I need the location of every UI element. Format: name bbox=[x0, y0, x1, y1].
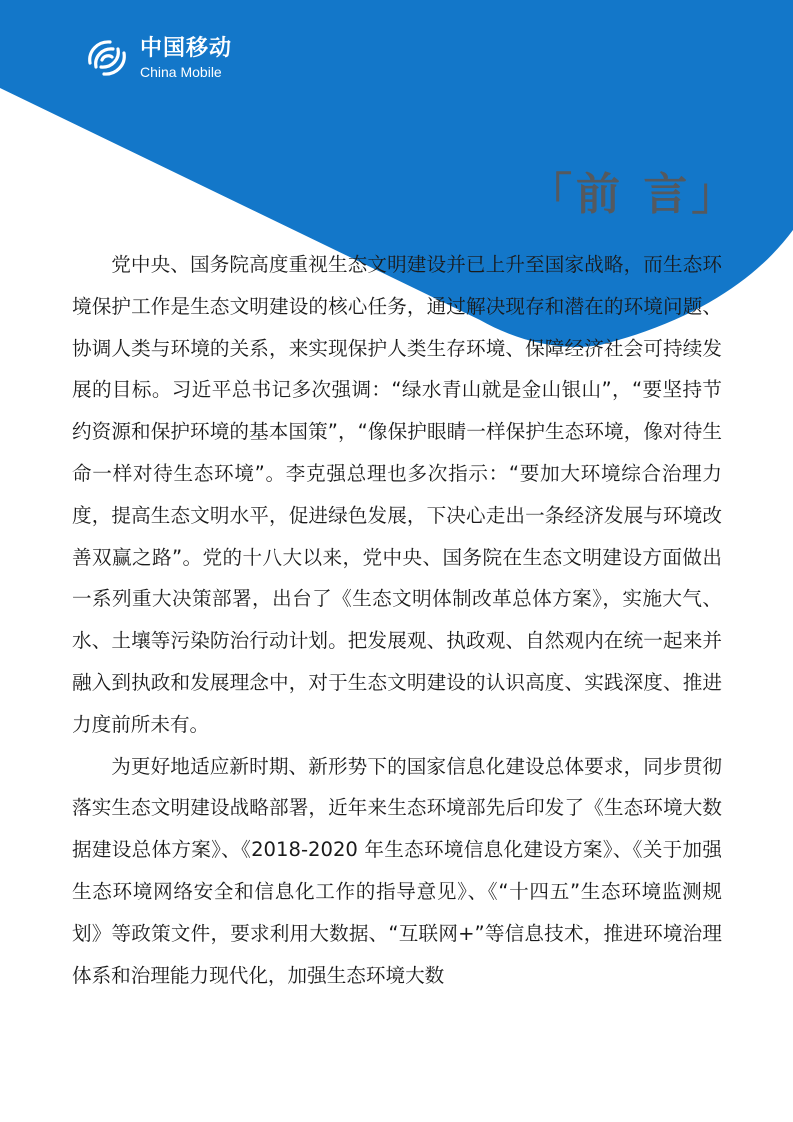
logo-english-name: China Mobile bbox=[140, 63, 222, 80]
china-mobile-logo bbox=[82, 33, 232, 83]
paragraph: 为更好地适应新时期、新形势下的国家信息化建设总体要求，同步贯彻落实生态文明建设战略部署，近年来生态环境部先后印发了《生态环境大数据建设总体方案》、《2018-2020 年生态环境信息化建设方案》、《关于加强生态环境网络安全和信息化工作的指导意见》、《“十四五”生态环境监测规划》等政策文件，要求利用大数据、“互联网+”等信息技术，推进环境治理体系和治理能力现代化，加强生态环境大数 bbox=[72, 754, 722, 987]
logo-chinese-name: 中国移动 bbox=[140, 35, 233, 61]
logo-text bbox=[140, 35, 233, 80]
page-title: 「前 言」 bbox=[528, 169, 740, 220]
china-mobile-logo-icon bbox=[82, 33, 132, 83]
paragraph: 党中央、国务院高度重视生态文明建设并已上升至国家战略，而生态环境保护工作是生态文明建设的核心任务，通过解决现存和潜在的环境问题、协调人类与环境的关系，来实现保护人类生存环境、保障经济社会可持续发展的目标。习近平总书记多次强调：“绿水青山就是金山银山”，“要坚持节约资源和保护环境的基本国策”，“像保护眼睛一样保护生态环境，像对待生命一样对待生态环境”。李克强总理也多次指示：“要加大环境综合治理力度，提高生态文明水平，促进绿色发展，下决心走出一条经济发展与环境改善双赢之路”。党的十八大以来，党中央、国务院在生态文明建设方面做出一系列重大决策部署，出台了《生态文明体制改革总体方案》，实施大气、水、土壤等污染防治行动计划。把发展观、执政观、自然观内在统一起来并融入到执政和发展理念中，对于生态文明建设的认识高度、实践深度、推进力度前所未有。 bbox=[72, 253, 722, 736]
body-text bbox=[72, 244, 722, 996]
